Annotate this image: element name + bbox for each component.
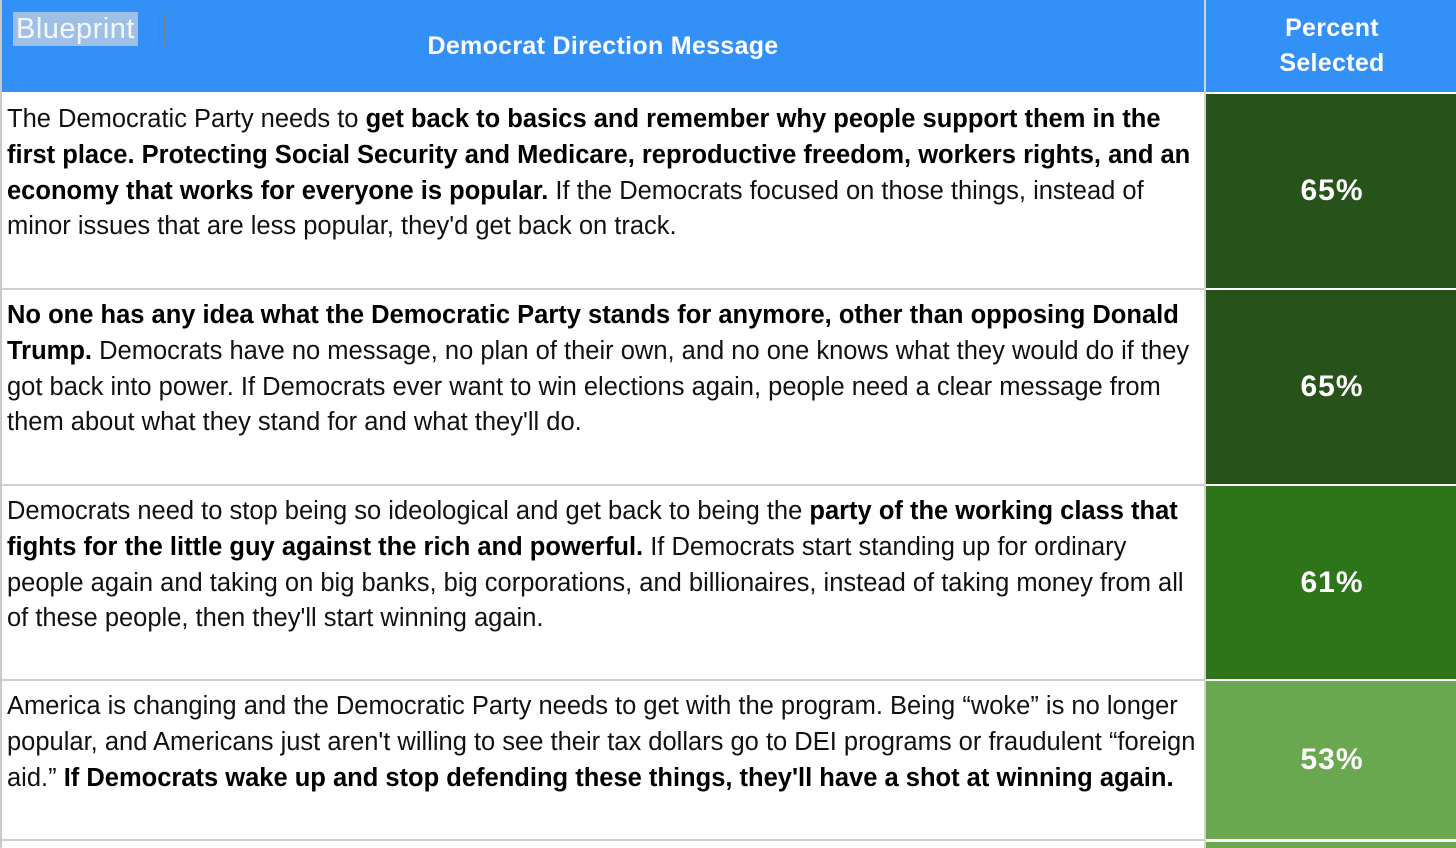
percent-value-1: 65% <box>1300 174 1364 207</box>
message-cell-3 <box>2 486 1204 681</box>
header-message-column <box>2 0 1204 92</box>
next-row-percent-cell-edge <box>1206 842 1456 848</box>
text-cursor-icon <box>159 13 165 46</box>
table-row-2 <box>2 290 1456 486</box>
header-message-label: Democrat Direction Message <box>427 31 779 60</box>
segment-2-1: No one has any idea what the Democratic Party stands for anymore, other than opposing Donald Trump. <box>7 301 1179 365</box>
percent-cell-3 <box>1206 486 1456 681</box>
percent-cell-1 <box>1206 94 1456 290</box>
table-header <box>2 0 1456 94</box>
header-percent-column <box>1206 0 1456 92</box>
segment-4-2: If Democrats wake up and stop defending these things, they'll have a shot at winning again. <box>63 763 1174 792</box>
segment-1-3: If the Democrats focused on those things, instead of minor issues that are less popular, they'd get back on track. <box>7 176 1144 241</box>
segment-1-2: get back to basics and remember why people support them in the first place. Protecting Social Security and Medicare, reproductive freedom, workers rights, and an economy that works for everyone is popular. <box>7 105 1191 205</box>
segment-4-1: America is changing and the Democratic Party needs to get with the program. Being “woke” is no longer popular, and Americans just aren't willing to see their tax dollars go to DEI programs or fraudulent “foreign aid.” <box>7 692 1196 792</box>
percent-cell-2 <box>1206 290 1456 486</box>
header-percent-label: Percent Selected <box>1279 14 1385 77</box>
table-row-3 <box>2 486 1456 681</box>
table-row-1 <box>2 94 1456 290</box>
percent-value-2: 65% <box>1300 370 1364 403</box>
percent-value-3: 61% <box>1300 565 1364 599</box>
column-divider <box>1204 0 1206 848</box>
percent-value-4: 53% <box>1300 743 1364 776</box>
segment-3-1: Democrats need to stop being so ideological and get back to being the <box>7 497 810 525</box>
brand-logo: Blueprint <box>13 12 138 46</box>
message-cell-2 <box>2 290 1204 486</box>
message-cell-4 <box>2 681 1204 841</box>
message-cell-1 <box>2 94 1204 290</box>
segment-2-2: Democrats have no message, no plan of their own, and no one knows what they would do if they got back into power. If Democrats ever want to win elections again, people need a clear message from them about what they stand for and what they'll do. <box>7 336 1190 437</box>
segment-3-2: party of the working class that fights for the little guy against the rich and powerful. <box>7 497 1178 561</box>
segment-3-3: If Democrats start standing up for ordinary people again and taking on big banks, big corporations, and billionaires, instead of taking money from all of these people, then they'll start winning again. <box>7 532 1184 633</box>
percent-cell-4 <box>1206 681 1456 841</box>
table-row-4 <box>2 681 1456 848</box>
segment-1-1: The Democratic Party needs to <box>7 105 366 133</box>
